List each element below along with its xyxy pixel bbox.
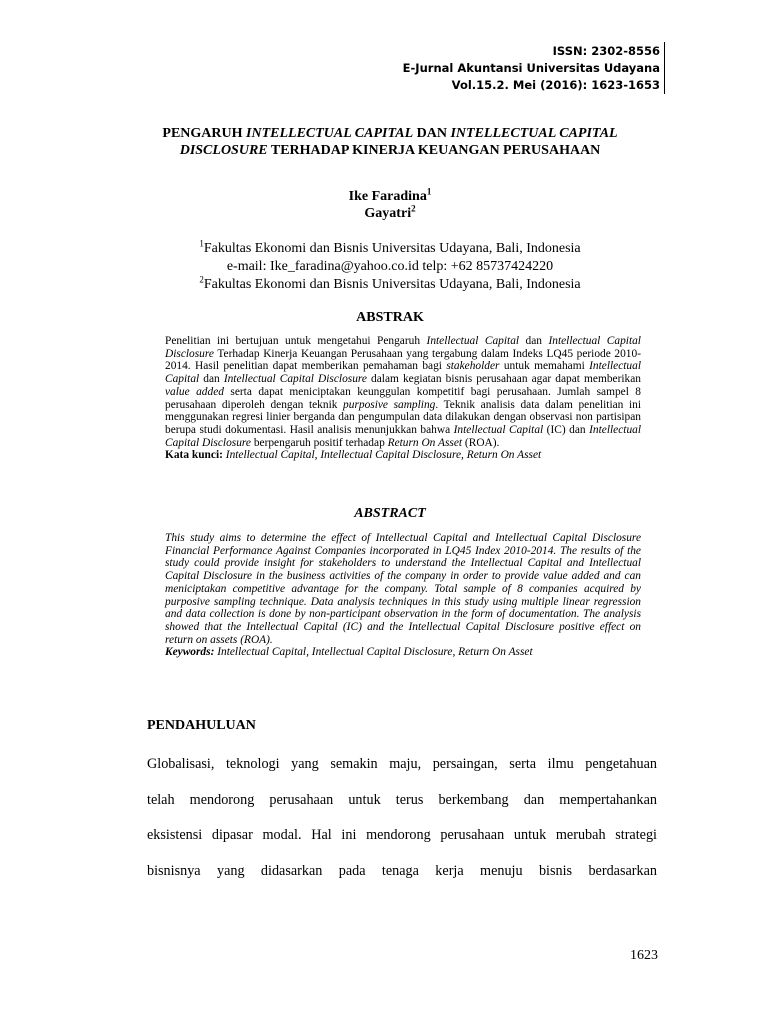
body-line: bisnisnya yang didasarkan pada tenaga kerja menuju bisnis berdasarkan [147, 862, 657, 879]
journal-header [403, 43, 660, 94]
issn: ISSN: 2302-8556 [552, 44, 660, 58]
page-number: 1623 [630, 948, 658, 963]
affiliation-2: $^2$Fakultas Ekonomi dan Bisnis Universitas Udayana, Bali, Indonesia [199, 274, 581, 292]
author-contact: e-mail: Ike_faradina@yahoo.co.id telp: +62 85737424220 [226, 259, 554, 274]
body-line: Globalisasi, teknologi yang semakin maju, persaingan, serta ilmu pengetahuan [147, 756, 657, 772]
body-line: eksistensi dipasar modal. Hal ini mendorong perusahaan untuk merubah strategi [147, 827, 657, 843]
author-2: Gayatri$^2$ [364, 203, 416, 221]
section-heading: PENDAHULUAN [147, 718, 256, 733]
journal-volume: Vol.15.2. Mei (2016): 1623-1653 [451, 78, 660, 92]
journal-name: E-Jurnal Akuntansi Universitas Udayana [402, 61, 660, 75]
author-list [180, 188, 600, 222]
affiliations [150, 240, 630, 294]
abstrak-heading: ABSTRAK [356, 310, 424, 325]
body-line: telah mendorong perusahaan untuk terus berkembang dan mempertahankan [147, 791, 657, 808]
affiliation-1: $^1$Fakultas Ekonomi dan Bisnis Universitas Udayana, Bali, Indonesia [199, 238, 581, 256]
author-1: Ike Faradina$^1$ [348, 186, 432, 204]
abstrak-body: Penelitian ini bertujuan untuk mengetahui Pengaruh Intellectual Capital dan Intellectual Capital Disclosure Terhadap Kinerja Keuangan Perusahaan yang tergabung dalam Indeks LQ45 periode 2010-2014. Hasil penelitian dapat memberikan pemahaman bagi stakeholder untuk memahami Intellectual Capital dan Intellectual Capital Disclosure dalam kegiatan bisnis perusahaan agar dapat memberikan value added serta dapat meniciptakan keunggulan kompetitif bagi perusahaan. Jumlah sampel 8 perusahaan diperoleh dengan teknik purposive sampling. Teknik analisis data dalam penelitian ini menggunakan regresi linier berganda dan pengumpulan data dilakukan dengan observasi non partisipan berupa studi dokumentasi. Hasil analisis menunjukkan bahwa Intellectual Capital (IC) dan Intellectual Capital Disclosure berpengaruh positif terhadap Return On Asset (ROA). Kata kunci: Intellectual Capital, Intellectual Capital Disclosure, Return On Asset [165, 335, 642, 462]
paper-title: PENGARUH INTELLECTUAL CAPITAL DAN INTELLECTUAL CAPITAL DISCLOSURE TERHADAP KINERJA KEUANGAN PERUSAHAAN [162, 126, 618, 158]
abstrak-keywords: Kata kunci: Intellectual Capital, Intellectual Capital Disclosure, Return On Asset [165, 449, 542, 462]
header-divider [664, 42, 665, 94]
abstract-heading: ABSTRACT [354, 506, 426, 521]
abstract-body: This study aims to determine the effect of Intellectual Capital and Intellectual Capital Disclosure Financial Performance Against Companies incorporated in LQ45 Index 2010-2014. The results of the study could provide insight for stakeholders to understand the Intellectual Capital and Intellectual Capital Disclosure in the business activities of the company in order to provide value added and can meniciptakan competitive advantage for the company. Total sample of 8 companies acquired by purposive sampling technique. Data analysis techniques in this study using multiple linear regression and data collection is done by non-participant observation in the form of documentation. The analysis showed that the Intellectual Capital (IC) and the Intellectual Capital Disclosure positive effect on return on assets (ROA). Keywords: Intellectual Capital, Intellectual Capital Disclosure, Return On Asset [165, 532, 641, 659]
body-paragraph [147, 747, 657, 889]
abstract-keywords: Keywords: Intellectual Capital, Intellectual Capital Disclosure, Return On Asset [165, 646, 533, 659]
